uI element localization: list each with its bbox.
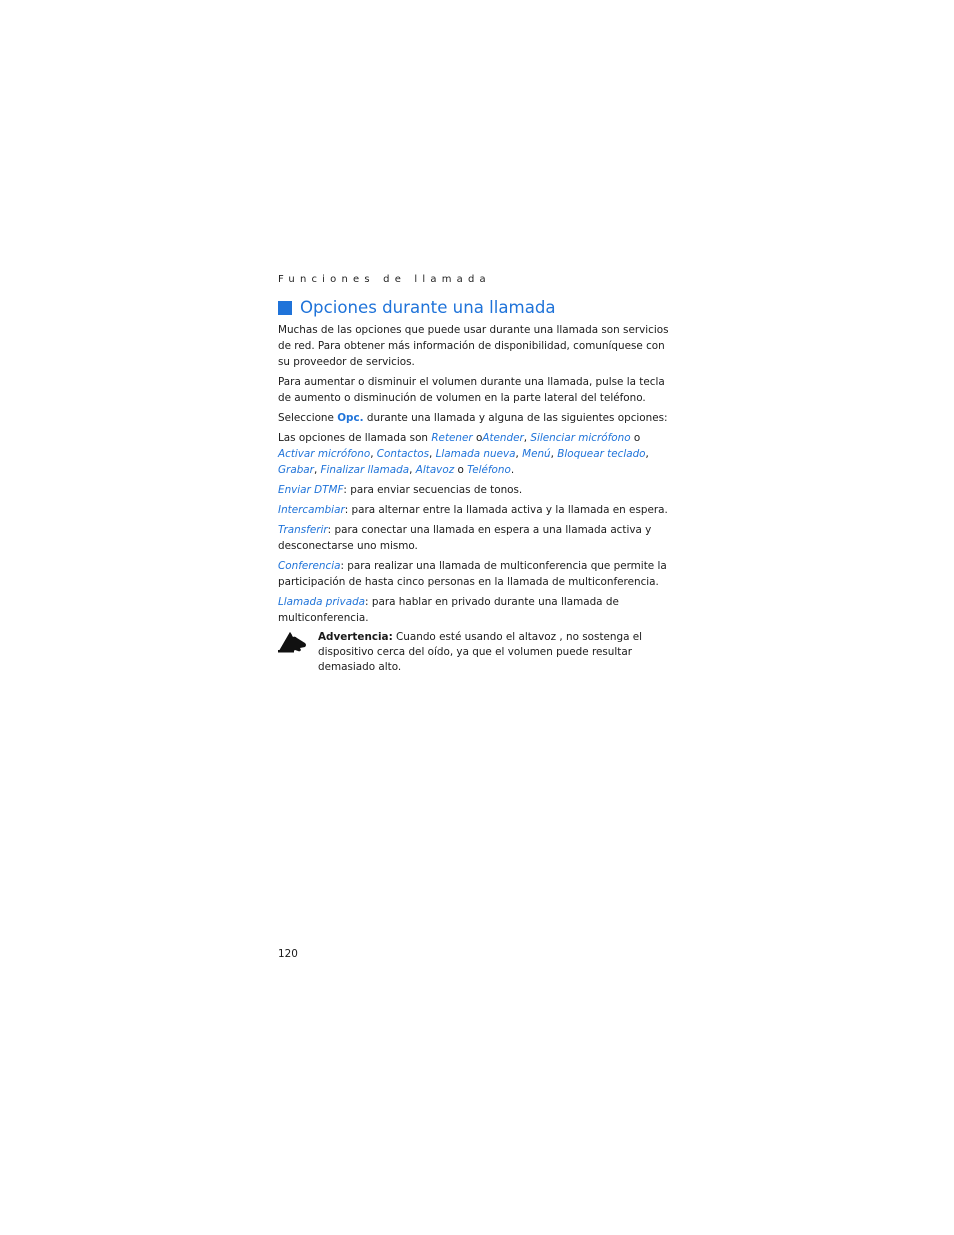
definition-conferencia bbox=[278, 558, 673, 590]
option-telefono: Teléfono bbox=[467, 464, 511, 476]
definition-text: : para alternar entre la llamada activa y la llamada en espera. bbox=[344, 504, 668, 516]
definition-term: Llamada privada bbox=[278, 596, 366, 608]
warning-text bbox=[318, 630, 673, 675]
definition-term: Enviar DTMF bbox=[278, 484, 344, 496]
call-options-intro: Las opciones de llamada son bbox=[278, 432, 432, 444]
body-content bbox=[278, 322, 673, 675]
warning-note bbox=[278, 630, 673, 675]
option-menu: Menú bbox=[522, 448, 551, 460]
option-altavoz: Altavoz bbox=[415, 464, 455, 476]
separator: , bbox=[515, 448, 523, 460]
definition-text: : para hablar en privado durante una llamada de multiconferencia. bbox=[278, 596, 619, 624]
option-llamada-nueva: Llamada nueva bbox=[435, 448, 516, 460]
option-contactos: Contactos bbox=[376, 448, 429, 460]
paragraph-volume: Para aumentar o disminuir el volumen durante una llamada, pulse la tecla de aumento o disminución de volumen en la parte lateral del teléfono. bbox=[278, 376, 665, 404]
definition-term: Conferencia bbox=[278, 560, 341, 572]
option-activar-microfono: Activar micrófono bbox=[278, 448, 371, 460]
definition-text: : para conectar una llamada en espera a una llamada activa y desconectarse uno mismo. bbox=[278, 524, 652, 552]
page-number: 120 bbox=[278, 948, 298, 960]
separator: , bbox=[550, 448, 558, 460]
conjunction: o bbox=[633, 432, 641, 444]
definition-transferir bbox=[278, 522, 673, 554]
definition-intercambiar bbox=[278, 502, 673, 518]
warning-body: Cuando esté usando el altavoz , no sostenga el dispositivo cerca del oído, ya que el volumen puede resultar demasiado alto. bbox=[318, 631, 643, 673]
option-retener: Retener bbox=[431, 432, 473, 444]
definition-llamada-privada bbox=[278, 594, 673, 626]
separator: , bbox=[370, 448, 377, 460]
separator: , bbox=[313, 464, 321, 476]
heading-square-icon bbox=[278, 301, 292, 315]
select-text-after: durante una llamada y alguna de las siguientes opciones: bbox=[363, 412, 668, 424]
conjunction: o bbox=[457, 464, 464, 476]
definition-text: : para realizar una llamada de multiconferencia que permite la participación de hasta cinco personas en la llamada de multiconferencia. bbox=[278, 560, 667, 588]
terminal-period: . bbox=[510, 464, 515, 476]
select-text-before: Seleccione bbox=[278, 412, 338, 424]
section-heading bbox=[278, 298, 556, 317]
paragraph-select-options bbox=[278, 410, 673, 426]
definition-term: Intercambiar bbox=[278, 504, 345, 516]
option-atender: Atender bbox=[482, 432, 524, 444]
options-key: Opc. bbox=[337, 412, 364, 424]
paragraph-call-options bbox=[278, 430, 673, 478]
separator: , bbox=[523, 432, 531, 444]
option-finalizar-llamada: Finalizar llamada bbox=[320, 464, 410, 476]
option-silenciar-microfono: Silenciar micrófono bbox=[530, 432, 631, 444]
warning-hand-icon bbox=[278, 630, 308, 654]
separator: , bbox=[645, 448, 649, 460]
definition-term: Transferir bbox=[278, 524, 328, 536]
option-bloquear-teclado: Bloquear teclado bbox=[557, 448, 646, 460]
section-title: Opciones durante una llamada bbox=[300, 298, 556, 317]
definition-enviar-dtmf bbox=[278, 482, 673, 498]
separator: , bbox=[429, 448, 436, 460]
warning-label: Advertencia: bbox=[318, 631, 393, 643]
option-grabar: Grabar bbox=[278, 464, 314, 476]
paragraph-network-services: Muchas de las opciones que puede usar durante una llamada son servicios de red. Para obtener más información de disponibilidad, comuníquese con su proveedor de servicios. bbox=[278, 324, 669, 368]
separator: , bbox=[409, 464, 416, 476]
definition-text: : para enviar secuencias de tonos. bbox=[343, 484, 523, 496]
conjunction: o bbox=[475, 432, 483, 444]
running-head: Funciones de llamada bbox=[278, 274, 491, 285]
